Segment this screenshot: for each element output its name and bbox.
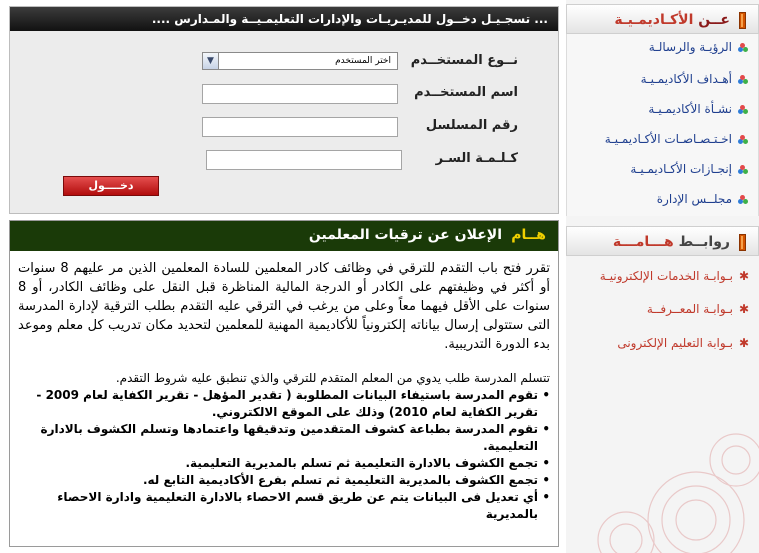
sidebar-item-goals[interactable]: أهـداف الأكاديمـيـة: [641, 72, 748, 86]
chevron-down-icon[interactable]: ▼: [203, 53, 219, 69]
sidebar-item-history[interactable]: نشـأة الأكاديمـيـة: [648, 102, 748, 116]
password-label: كـلـمـة السـر: [435, 151, 518, 166]
bullet-dots-icon: [738, 165, 748, 175]
login-title: ... تسجـيـل دخــول للمديـريـات والإدارات التعليمـيــة والمـدارس ....: [151, 12, 548, 26]
sidebar-item-responsibilities[interactable]: اخـتـصـاصـات الأكـاديمـيـة: [605, 132, 748, 146]
links-section-header: [566, 226, 759, 256]
list-item: • تقوم المدرسة بطباعة كشوف المتقدمين وتدقيقها واعتمادها وتسلم الكشوف بالادارة التعليمية.: [18, 421, 550, 455]
bullet-dots-icon: [738, 135, 748, 145]
star-icon: ✱: [738, 269, 749, 283]
sidebar-item-achievements[interactable]: إنجـازات الأكـاديمـيـة: [630, 162, 748, 176]
user-type-label: نــوع المستخــدم: [410, 53, 518, 68]
sidebar-item-vision[interactable]: الرؤيـة والرسالـة: [649, 40, 748, 54]
announcement-important-word: هــام: [511, 227, 546, 243]
announcement-header: [10, 221, 558, 251]
about-section-header: [566, 4, 759, 34]
username-input[interactable]: [202, 84, 398, 104]
login-header: [10, 7, 558, 31]
login-button[interactable]: دخــــول: [63, 176, 159, 196]
bullet-dots-icon: [738, 195, 748, 205]
list-item: • تجمع الكشوف بالادارة التعليمية ثم تسلم بالمديرية التعليمية.: [18, 455, 550, 472]
about-header-word2: الأكـاديمـيـة: [614, 12, 694, 28]
bullet-dots-icon: [738, 75, 748, 85]
bullet-dots-icon: [738, 43, 748, 53]
links-header-word1: روابــط: [678, 234, 730, 250]
announcement-title: الإعلان عن ترقيات المعلمين: [308, 227, 502, 243]
login-panel: [9, 6, 559, 214]
sidebar: [566, 0, 759, 553]
sidebar-item-board[interactable]: مجلــس الإدارة: [657, 192, 748, 206]
serial-number-label: رقم المسلسل: [425, 118, 518, 133]
login-form: [10, 31, 558, 213]
list-item: • تقوم المدرسة باستيفاء البيانات المطلوبة ( تقدير المؤهل - تقرير الكفاية لعام 2009 - تقرير الكفاية لعام 2010) وذلك على الموقع الالكتروني.: [18, 387, 550, 421]
list-item: • أي تعديل فى البيانات يتم عن طريق قسم الاحصاء بالادارة التعليمية وادارة الاحصاء بالمديرية: [18, 489, 550, 523]
links-header-word2: هـــامـــة: [612, 234, 674, 250]
link-e-learning-portal[interactable]: ✱بـوابة التعليم الإلكترونى: [617, 336, 749, 350]
user-type-select[interactable]: [202, 52, 398, 70]
star-icon: ✱: [738, 336, 749, 350]
link-e-services-portal[interactable]: ✱بـوابـة الخدمات الإلكترونيـة: [599, 269, 749, 283]
link-knowledge-portal[interactable]: ✱بـوابـة المعــرفــة: [646, 302, 749, 316]
decorative-swirl-pattern: [566, 400, 759, 553]
list-item: • تجمع الكشوف بالمديرية التعليمية ثم تسلم بفرع الأكاديمية التابع له.: [18, 472, 550, 489]
password-input[interactable]: [206, 150, 402, 170]
about-list: [566, 34, 759, 216]
section-bar-icon: [739, 234, 746, 251]
about-header-word1: عــن: [698, 12, 730, 28]
username-label: اسم المستخــدم: [414, 85, 518, 100]
announcement-body: [18, 259, 550, 523]
section-bar-icon: [739, 12, 746, 29]
announcement-panel: [9, 220, 559, 547]
star-icon: ✱: [738, 302, 749, 316]
bullet-dots-icon: [738, 105, 748, 115]
announcement-intro: تتسلم المدرسة طلب يدوي من المعلم المتقدم للترقي والذي تنطبق عليه شروط التقدم.: [115, 371, 550, 385]
announcement-paragraph: تقرر فتح باب التقدم للترقي في وظائف كادر المعلمين للسادة المعلمين الذين مر عليهم 8 سنوات أو أكثر في وظيفتهم على الكادر أو الدرجة المالية المناظرة قبل النقل على وظائف الكادر، أو 8 سنوات على الأقل فيهما معاً وعلى من يرغب في الترقي عليه التقدم بطلب الترقية لإدارة المدرسة التى ستتولى إرسال بياناته إلكترونياً للأكاديمية المهنية للمعلمين لتحديد مكان تدريب كل معلم وموعد بدء الدورة التدريبية.: [18, 261, 551, 352]
serial-number-input[interactable]: [202, 117, 398, 137]
user-type-value: اختر المستخدم: [335, 56, 391, 66]
